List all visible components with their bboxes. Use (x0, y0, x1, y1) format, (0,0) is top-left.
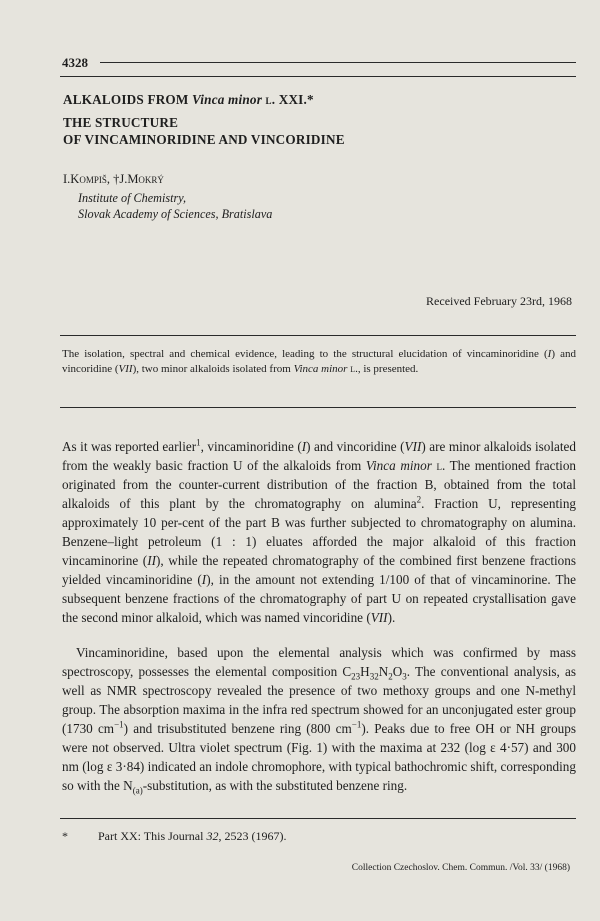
page-number: 4328 (62, 55, 88, 70)
abstract-rule-top (60, 335, 576, 336)
footnote: * Part XX: This Journal 32, 2523 (1967). (62, 829, 287, 843)
body-paragraph-1: As it was reported earlier$^1$, vincaminoridine (I) and vincoridine (VII) are minor alkaloids isolated from the weakly basic fraction U of the alkaloids from Vinca minor l. The mentioned fraction originated from the counter-current distribution of the fraction B, obtained from the total alkaloids of this plant by the chromatography on alumina$^2$. Fraction U, representing approximately 10 per-cent of the part B was further subjected to chromatography on alumina. Benzene–light petroleum (1 : 1) eluates afforded the major alkaloid of this fraction vincaminorine (II), while the repeated chromatography of the combined first benzene fractions yielded vincaminoridine (I), in the amount not extending 1/100 of that of vincaminorine. The subsequent benzene fractions of the chromatography of part U on repeated crystallisation gave the second minor alkaloid, which was named vincoridine (VII). (62, 437, 577, 625)
affiliation-line1: Institute of Chemistry, (78, 191, 186, 205)
header-rule-bottom (60, 76, 576, 77)
author-names: I.Kompiš, †J.Mokrý (63, 172, 164, 186)
received-date: Received February 23rd, 1968 (426, 294, 572, 308)
abstract-rule-bottom (60, 407, 576, 408)
article-title-line3: OF VINCAMINORIDINE AND VINCORIDINE (63, 132, 345, 147)
article-title-line2: THE STRUCTURE (63, 115, 179, 130)
journal-citation-footer: Collection Czechoslov. Chem. Commun. /Vol. 33/ (1968) (351, 863, 570, 873)
footnote-rule (60, 818, 576, 819)
affiliation-line2: Slovak Academy of Sciences, Bratislava (78, 207, 273, 221)
body-paragraph-2: Vincaminoridine, based upon the elemental analysis which was confirmed by mass spectroscopy, possesses the elemental composition $C_{23}H_{32}N_2O_3$. The conventional analysis, as well as NMR spectroscopy revealed the presence of two methoxy groups and one N-methyl group. The absorption maxima in the infra red spectrum showed for an unconjugated ester group (1730 $cm^{-1}$) and trisubstituted benzene ring (800 $cm^{-1}$). Peaks due to free OH or NH groups were not observed. Ultra violet spectrum (Fig. 1) with the maxima at 232 (log ε 4·57) and 300 nm (log ε 3·84) indicated an indole chromophore, with typical bathochromic shift, corresponding so with the $N_{(a)}$-substitution, as with the substituted benzene ring. (62, 645, 576, 796)
header-rule-top (100, 62, 576, 63)
article-title-line1: ALKALOIDS FROM Vinca minor l. XXI.* (63, 92, 314, 107)
footnote-marker: * (62, 829, 68, 843)
abstract: The isolation, spectral and chemical evidence, leading to the structural elucidation of vincaminoridine (I) and vincoridine (VII), two minor alkaloids isolated from Vinca minor l., is presented. (62, 348, 576, 375)
